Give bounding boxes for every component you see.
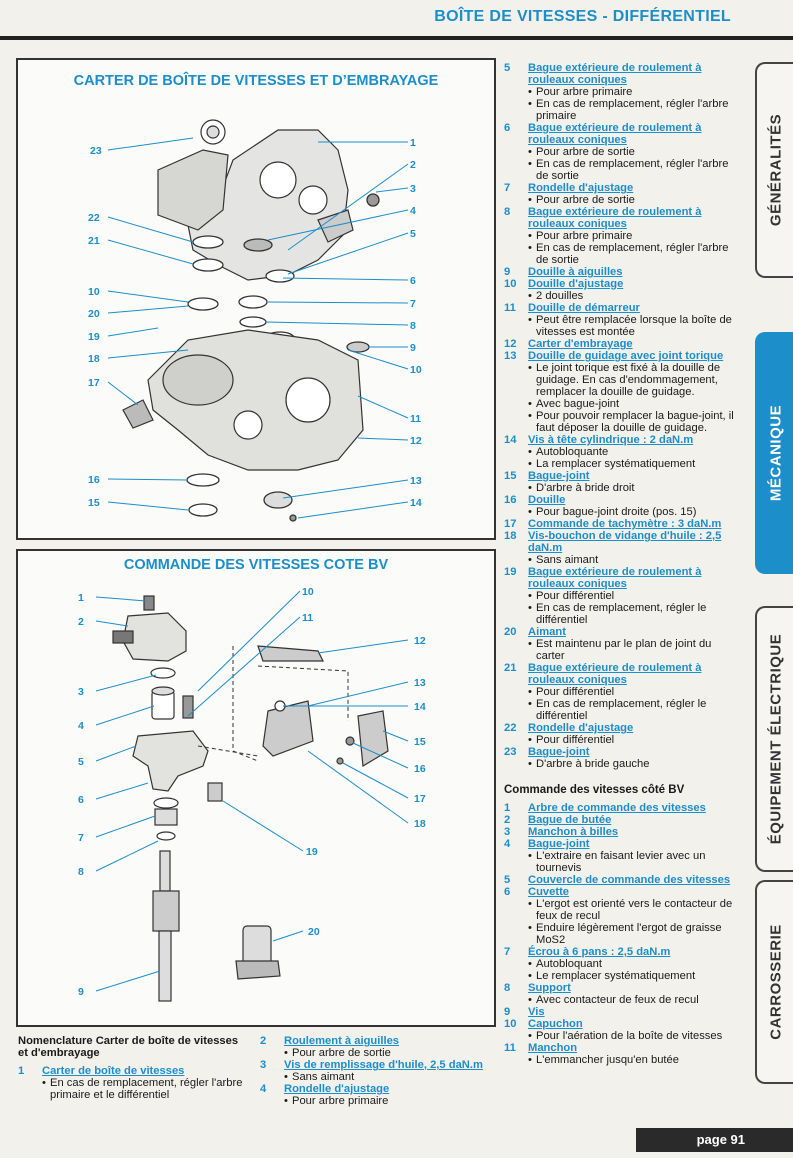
item-note: En cas de remplacement, régler l'arbre de sortie [536, 158, 729, 182]
item-note: Pour différentiel [536, 590, 615, 602]
callout-number: 19 [306, 846, 318, 858]
callout-number: 7 [78, 832, 84, 844]
panel-title: CARTER DE BOÎTE DE VITESSES ET D’EMBRAYAGE [73, 73, 439, 89]
item-title: Support [528, 982, 571, 994]
bullet-icon: • [528, 398, 532, 410]
item-title: Bague extérieure de roulement à rouleaux coniques [528, 206, 702, 230]
list-item [504, 886, 742, 946]
item-number: 11 [504, 1042, 516, 1054]
bullet-icon: • [528, 638, 532, 650]
parts-list-1 [504, 62, 742, 770]
diagram-panel-gearbox-housing [16, 58, 496, 540]
bullet-icon: • [284, 1047, 288, 1059]
callout-number: 17 [414, 793, 426, 805]
callout-number: 16 [88, 474, 100, 486]
list-item [504, 1006, 742, 1018]
item-note: Pour l'aération de la boîte de vitesses [536, 1030, 723, 1042]
item-title: Bague extérieure de roulement à rouleaux coniques [528, 62, 702, 86]
bullet-icon: • [528, 410, 532, 422]
callout-number: 4 [410, 205, 416, 217]
item-title: Rondelle d'ajustage [528, 182, 634, 194]
parts-list-housing [504, 62, 742, 1066]
item-note: Sans aimant [536, 554, 599, 566]
item-note: 2 douilles [536, 290, 584, 302]
callout-number: 1 [78, 592, 84, 604]
item-note: Pour différentiel [536, 734, 615, 746]
item-title: Aimant [528, 626, 566, 638]
item-number: 1 [504, 802, 511, 814]
callout-number: 20 [308, 926, 320, 938]
item-note: Pour arbre de sortie [536, 146, 635, 158]
bullet-icon: • [528, 554, 532, 566]
callout-number: 15 [414, 736, 426, 748]
item-title: Arbre de commande des vitesses [528, 802, 706, 814]
item-title: Bague-joint [528, 470, 590, 482]
callout-number: 18 [414, 818, 426, 830]
item-note: Pour différentiel [536, 686, 615, 698]
item-note: En cas de remplacement, régler l'arbre primaire [536, 98, 729, 122]
bullet-icon: • [528, 458, 532, 470]
callout-number: 18 [88, 353, 100, 365]
item-number: 9 [504, 266, 511, 278]
tab-label: CARROSSERIE [767, 924, 785, 1040]
item-title: Manchon à billes [528, 826, 619, 838]
item-number: 19 [504, 566, 517, 578]
item-note: Le remplacer systématiquement [536, 970, 696, 982]
list-item [504, 1042, 742, 1066]
tab-label: MÉCANIQUE [767, 404, 785, 502]
item-number: 3 [260, 1059, 267, 1071]
bullet-icon: • [528, 590, 532, 602]
list-item [18, 1065, 248, 1101]
item-number: 18 [504, 530, 517, 542]
callout-number: 3 [78, 686, 84, 698]
list-item [504, 946, 742, 982]
item-note: Pour arbre de sortie [536, 194, 635, 206]
list-item [504, 470, 742, 494]
item-number: 16 [504, 494, 517, 506]
item-title: Douille d'ajustage [528, 278, 624, 290]
item-title: Rondelle d'ajustage [284, 1083, 390, 1095]
item-note: Pour arbre de sortie [292, 1047, 391, 1059]
list-item [504, 434, 742, 470]
item-note: En cas de remplacement, régler le différentiel [536, 698, 707, 722]
list-item [504, 802, 742, 814]
bullet-icon: • [284, 1071, 288, 1083]
callout-number: 19 [88, 331, 100, 343]
item-number: 13 [504, 350, 517, 362]
bullet-icon: • [528, 86, 532, 98]
item-number: 14 [504, 434, 517, 446]
bullet-icon: • [528, 242, 532, 254]
item-note: L'extraire en faisant levier avec un tournevis [536, 850, 706, 874]
list-item [504, 122, 742, 182]
item-title: Écrou à 6 pans : 2,5 daN.m [528, 946, 671, 958]
item-number: 7 [504, 946, 511, 958]
callout-number: 16 [414, 763, 426, 775]
bullet-icon: • [528, 602, 532, 614]
callout-number: 3 [410, 183, 416, 195]
item-title: Commande de tachymètre : 3 daN.m [528, 518, 722, 530]
bullet-icon: • [528, 314, 532, 326]
item-number: 8 [504, 982, 511, 994]
item-title: Bague de butée [528, 814, 612, 826]
list-item [504, 746, 742, 770]
item-note: Le joint torique est fixé à la douille de guidage. En cas d'endommagement, remplacer la douille de guidage. [536, 362, 721, 398]
exploded-diagram-shift-control [18, 551, 494, 1025]
item-title: Vis à tête cylindrique : 2 daN.m [528, 434, 694, 446]
item-note: Enduire légèrement l'ergot de graisse MoS2 [536, 922, 722, 946]
callout-number: 12 [410, 435, 422, 447]
bullet-icon: • [528, 230, 532, 242]
item-note: L'emmancher jusqu'en butée [536, 1054, 679, 1066]
item-number: 4 [504, 838, 511, 850]
item-number: 6 [504, 122, 511, 134]
item-number: 7 [504, 182, 511, 194]
item-number: 5 [504, 874, 511, 886]
item-title: Vis de remplissage d'huile, 2,5 daN.m [284, 1059, 483, 1071]
item-number: 2 [260, 1035, 267, 1047]
callout-number: 2 [410, 159, 416, 171]
list-item [504, 338, 742, 350]
list-item [504, 62, 742, 122]
list-item [260, 1035, 496, 1059]
bullet-icon: • [528, 506, 532, 518]
item-note: D'arbre à bride gauche [536, 758, 650, 770]
list-item [504, 530, 742, 566]
bullet-icon: • [528, 290, 532, 302]
item-number: 23 [504, 746, 517, 758]
bullet-icon: • [528, 686, 532, 698]
item-title: Capuchon [528, 1018, 583, 1030]
item-title: Roulement à aiguilles [284, 1035, 400, 1047]
bullet-icon: • [528, 362, 532, 374]
bullet-icon: • [528, 482, 532, 494]
item-note: Pour arbre primaire [292, 1095, 389, 1107]
item-title: Bague extérieure de roulement à rouleaux coniques [528, 662, 702, 686]
callout-number: 13 [414, 677, 426, 689]
bullet-icon: • [528, 734, 532, 746]
callout-number: 21 [88, 235, 100, 247]
bullet-icon: • [528, 850, 532, 862]
item-title: Couvercle de commande des vitesses [528, 874, 731, 886]
item-title: Vis-bouchon de vidange d'huile : 2,5 daN.m [528, 530, 722, 554]
callout-number: 5 [78, 756, 84, 768]
callout-number: 5 [410, 228, 416, 240]
item-number: 10 [504, 278, 517, 290]
item-title: Douille à aiguilles [528, 266, 623, 278]
bullet-icon: • [528, 158, 532, 170]
item-title: Bague extérieure de roulement à rouleaux coniques [528, 566, 702, 590]
list-item [504, 662, 742, 722]
item-title: Vis [528, 1006, 545, 1018]
item-title: Carter de boîte de vitesses [42, 1065, 185, 1077]
item-note: Avec bague-joint [536, 398, 620, 410]
callout-number: 4 [78, 720, 84, 732]
item-note: En cas de remplacement, régler l'arbre primaire et le différentiel [50, 1077, 243, 1101]
list-item [504, 982, 742, 1006]
item-note: En cas de remplacement, régler le différentiel [536, 602, 707, 626]
bullet-icon: • [528, 146, 532, 158]
callout-number: 6 [410, 275, 416, 287]
list-item [504, 722, 742, 746]
callout-number: 7 [410, 298, 416, 310]
list-item [504, 626, 742, 662]
item-number: 11 [504, 302, 516, 314]
bullet-icon: • [528, 1030, 532, 1042]
callout-number: 11 [410, 413, 422, 425]
callout-number: 12 [414, 635, 426, 647]
list-item [260, 1059, 496, 1083]
callout-number: 17 [88, 377, 100, 389]
bullet-icon: • [528, 446, 532, 458]
item-title: Douille [528, 494, 566, 506]
exploded-diagram-housing [18, 60, 494, 538]
item-number: 17 [504, 518, 517, 530]
item-number: 9 [504, 1006, 511, 1018]
callout-number: 10 [302, 586, 314, 598]
callout-number: 9 [78, 986, 84, 998]
item-number: 6 [504, 886, 511, 898]
item-title: Bague-joint [528, 746, 590, 758]
bullet-icon: • [528, 758, 532, 770]
tab-generalites[interactable] [755, 62, 793, 278]
list-item [504, 494, 742, 518]
item-note: Est maintenu par le plan de joint du carter [536, 638, 712, 662]
item-note: Autobloquante [536, 446, 609, 458]
callout-number: 20 [88, 308, 100, 320]
callout-number: 9 [410, 342, 416, 354]
bullet-icon: • [528, 698, 532, 710]
item-note: En cas de remplacement, régler l'arbre de sortie [536, 242, 729, 266]
item-number: 1 [18, 1065, 25, 1077]
item-title: Bague-joint [528, 838, 590, 850]
list-item [504, 826, 742, 838]
list-item [504, 874, 742, 886]
list-item [260, 1083, 496, 1107]
callout-number: 8 [78, 866, 84, 878]
callout-number: 13 [410, 475, 422, 487]
list-item [504, 566, 742, 626]
bullet-icon: • [528, 98, 532, 110]
list-item [504, 518, 742, 530]
diagram-panel-gear-shift-control [16, 549, 496, 1027]
list-item [504, 302, 742, 338]
item-number: 8 [504, 206, 511, 218]
callout-number: 6 [78, 794, 84, 806]
bullet-icon: • [528, 994, 532, 1006]
tab-carrosserie[interactable] [755, 880, 793, 1084]
list-item [504, 278, 742, 302]
bullet-icon: • [528, 970, 532, 982]
page-header-title: BOÎTE DE VITESSES - DIFFÉRENTIEL [434, 8, 731, 25]
item-title: Douille de guidage avec joint torique [528, 350, 724, 362]
item-number: 10 [504, 1018, 517, 1030]
callout-number: 10 [410, 364, 422, 376]
callout-number: 10 [88, 286, 100, 298]
item-note: Pour bague-joint droite (pos. 15) [536, 506, 697, 518]
item-note: Peut être remplacée lorsque la boîte de vitesses est montée [536, 314, 732, 338]
item-note: Pour arbre primaire [536, 86, 633, 98]
callout-number: 23 [90, 145, 102, 157]
list-item [504, 1018, 742, 1042]
tab-label: ÉQUIPEMENT ÉLECTRIQUE [767, 633, 785, 845]
list-item [504, 350, 742, 434]
bullet-icon: • [528, 922, 532, 934]
list-item [504, 814, 742, 826]
panel-title: COMMANDE DES VITESSES COTE BV [123, 557, 389, 573]
item-note: D'arbre à bride droit [536, 482, 635, 494]
item-number: 3 [504, 826, 511, 838]
bullet-icon: • [528, 958, 532, 970]
callout-number: 1 [410, 137, 416, 149]
item-title: Carter d'embrayage [528, 338, 633, 350]
item-title: Manchon [528, 1042, 578, 1054]
item-note: La remplacer systématiquement [536, 458, 696, 470]
item-title: Bague extérieure de roulement à rouleaux coniques [528, 122, 702, 146]
nomenclature-list-1 [18, 1065, 248, 1101]
page-number: page 91 [636, 1128, 793, 1152]
item-note: Avec contacteur de feux de recul [536, 994, 699, 1006]
item-title: Douille de démarreur [528, 302, 640, 314]
bullet-icon: • [284, 1095, 288, 1107]
item-title: Rondelle d'ajustage [528, 722, 634, 734]
callout-number: 14 [410, 497, 422, 509]
item-number: 22 [504, 722, 517, 734]
item-note: Autobloquant [536, 958, 602, 970]
item-note: Sans aimant [292, 1071, 355, 1083]
item-title: Cuvette [528, 886, 570, 898]
callout-number: 14 [414, 701, 426, 713]
item-number: 5 [504, 62, 511, 74]
section-heading-shift-control: Commande des vitesses côté BV [504, 784, 685, 796]
bullet-icon: • [42, 1077, 46, 1089]
item-note: Pour arbre primaire [536, 230, 633, 242]
nomenclature-heading: Nomenclature Carter de boîte de vitesses et d'embrayage [18, 1035, 239, 1059]
item-note: Pour pouvoir remplacer la bague-joint, il faut déposer la douille de guidage. [536, 410, 734, 434]
tab-equipement-electrique[interactable] [755, 606, 793, 872]
tab-label: GÉNÉRALITÉS [767, 113, 785, 227]
callout-number: 2 [78, 616, 84, 628]
list-item [504, 266, 742, 278]
callout-number: 15 [88, 497, 100, 509]
parts-list-2 [504, 802, 742, 1066]
bullet-icon: • [528, 194, 532, 206]
bullet-icon: • [528, 1054, 532, 1066]
callout-number: 22 [88, 212, 100, 224]
item-number: 20 [504, 626, 517, 638]
callout-number: 8 [410, 320, 416, 332]
item-number: 21 [504, 662, 517, 674]
list-item [504, 838, 742, 874]
item-number: 2 [504, 814, 511, 826]
tab-mecanique[interactable] [755, 332, 793, 574]
item-number: 15 [504, 470, 517, 482]
list-item [504, 182, 742, 206]
bullet-icon: • [528, 898, 532, 910]
list-item [504, 206, 742, 266]
item-note: L'ergot est orienté vers le contacteur de feux de recul [536, 898, 733, 922]
nomenclature-list-2 [260, 1035, 496, 1107]
header-rule [0, 36, 793, 40]
callout-number: 11 [302, 612, 314, 624]
item-number: 4 [260, 1083, 267, 1095]
item-number: 12 [504, 338, 517, 350]
